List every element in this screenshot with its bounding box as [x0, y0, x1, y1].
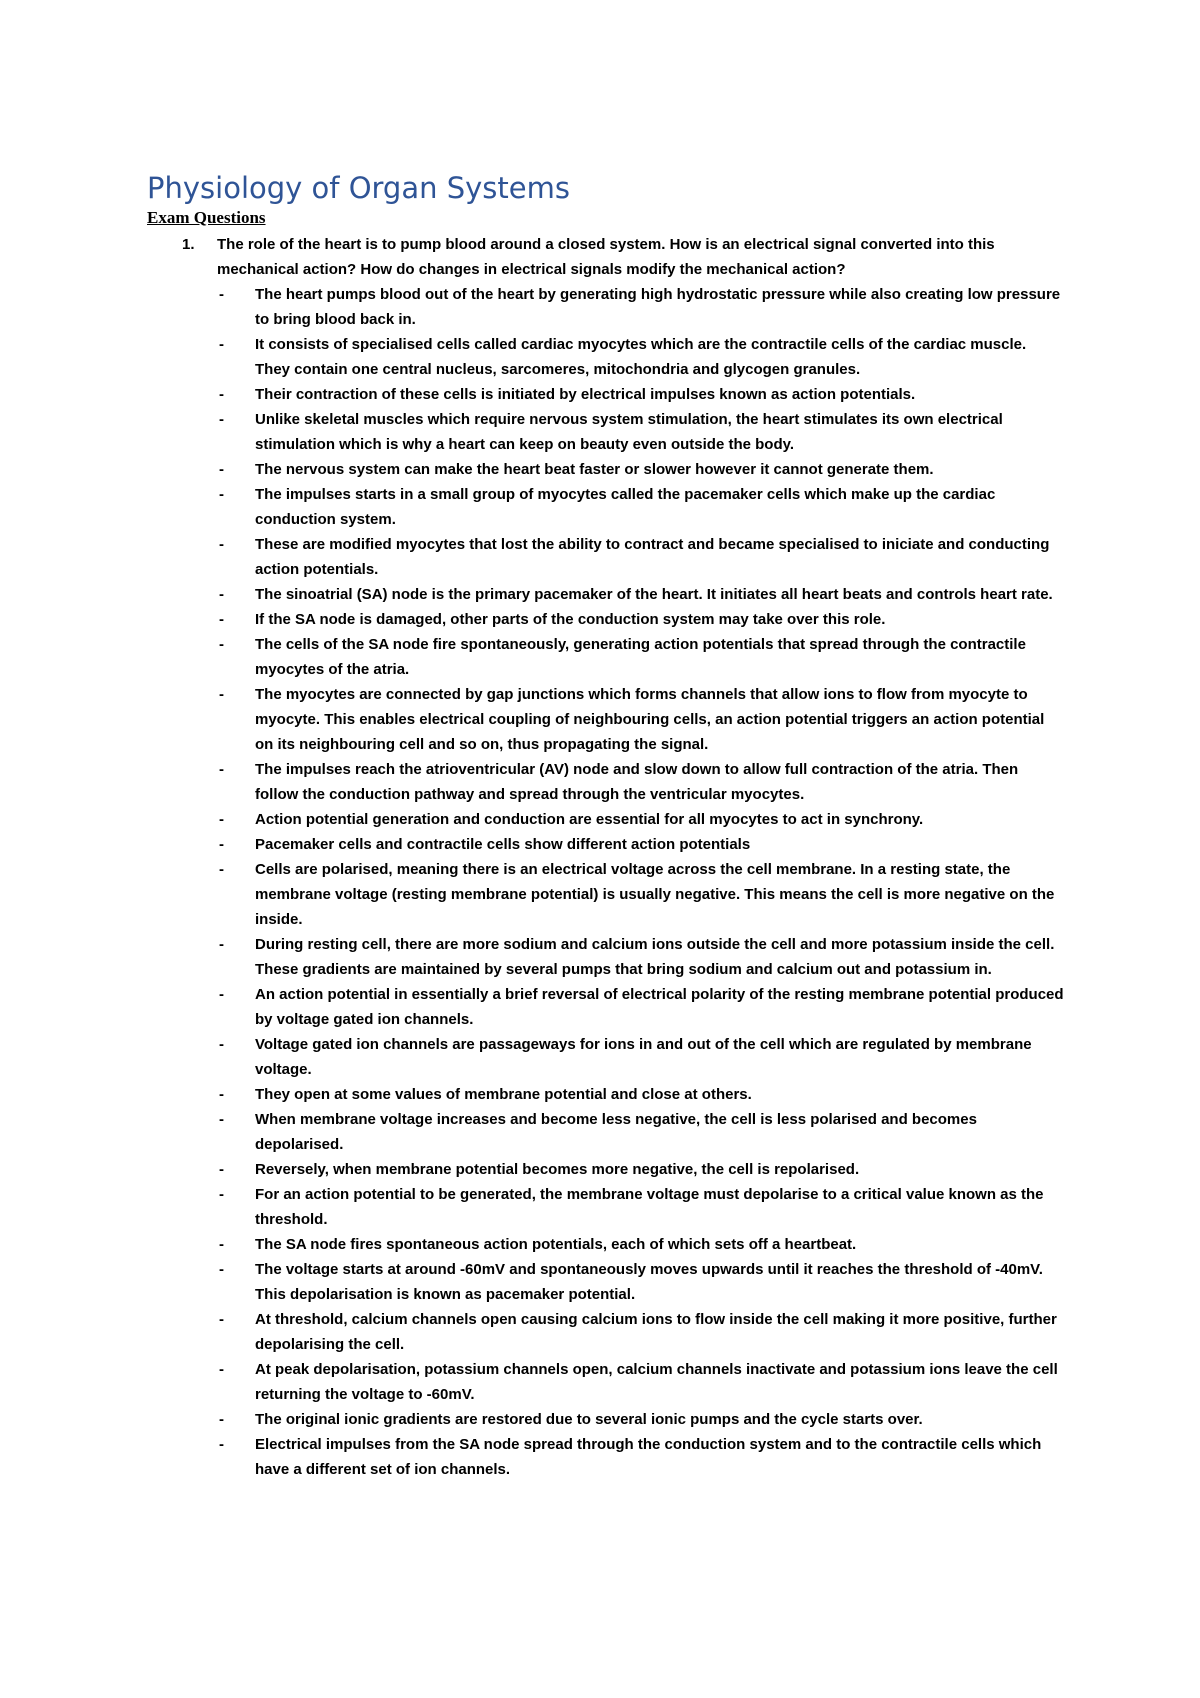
answer-bullet — [147, 482, 1065, 532]
answer-bullet — [147, 982, 1065, 1032]
answer-bullet — [147, 1082, 1065, 1107]
bullet-text: The original ionic gradients are restored due to several ionic pumps and the cycle starts over. — [255, 1411, 923, 1428]
question-text: The role of the heart is to pump blood around a closed system. How is an electrical signal converted into this mechanical action? How do changes in electrical signals modify the mechanical action? — [217, 236, 995, 278]
bullet-dash: - — [219, 761, 224, 778]
bullet-dash: - — [219, 1261, 224, 1278]
bullet-dash: - — [219, 1161, 224, 1178]
answer-bullet — [147, 682, 1065, 757]
bullet-dash: - — [219, 936, 224, 953]
answer-bullet — [147, 757, 1065, 807]
bullet-text: They open at some values of membrane potential and close at others. — [255, 1086, 752, 1103]
answer-bullet — [147, 1157, 1065, 1182]
bullet-text: For an action potential to be generated, the membrane voltage must depolarise to a critical value known as the threshold. — [255, 1186, 1044, 1228]
bullet-text: It consists of specialised cells called cardiac myocytes which are the contractile cells of the cardiac muscle. They contain one central nucleus, sarcomeres, mitochondria and glycogen granules. — [255, 336, 1027, 378]
bullet-text: Unlike skeletal muscles which require nervous system stimulation, the heart stimulates its own electrical stimulation which is why a heart can keep on beauty even outside the body. — [255, 411, 1003, 453]
bullet-dash: - — [219, 1411, 224, 1428]
bullet-dash: - — [219, 1086, 224, 1103]
bullet-text: The cells of the SA node fire spontaneously, generating action potentials that spread through the contractile myocytes of the atria. — [255, 636, 1026, 678]
bullet-text: The SA node fires spontaneous action potentials, each of which sets off a heartbeat. — [255, 1236, 857, 1253]
bullet-dash: - — [219, 686, 224, 703]
bullet-text: At peak depolarisation, potassium channels open, calcium channels inactivate and potassium ions leave the cell returning the voltage to -60mV. — [255, 1361, 1058, 1403]
answer-bullet — [147, 532, 1065, 582]
bullet-dash: - — [219, 1436, 224, 1453]
bullet-text: The nervous system can make the heart beat faster or slower however it cannot generate them. — [255, 461, 934, 478]
bullet-dash: - — [219, 636, 224, 653]
bullet-dash: - — [219, 1186, 224, 1203]
answer-bullet — [147, 832, 1065, 857]
bullet-dash: - — [219, 1036, 224, 1053]
bullet-dash: - — [219, 461, 224, 478]
answer-bullet — [147, 632, 1065, 682]
bullet-dash: - — [219, 336, 224, 353]
answer-bullet — [147, 1407, 1065, 1432]
bullet-dash: - — [219, 811, 224, 828]
answer-bullet-list — [147, 282, 1067, 1482]
answer-bullet — [147, 1032, 1065, 1082]
bullet-text: The voltage starts at around -60mV and spontaneously moves upwards until it reaches the threshold of -40mV. This depolarisation is known as pacemaker potential. — [255, 1261, 1043, 1303]
bullet-dash: - — [219, 611, 224, 628]
bullet-dash: - — [219, 1361, 224, 1378]
document-title: Physiology of Organ Systems — [147, 171, 570, 205]
bullet-text: An action potential in essentially a brief reversal of electrical polarity of the resting membrane potential produced by voltage gated ion channels. — [255, 986, 1064, 1028]
answer-bullet — [147, 407, 1065, 457]
answer-bullet — [147, 332, 1065, 382]
section-heading: Exam Questions — [147, 208, 266, 227]
answer-bullet — [147, 1257, 1065, 1307]
answer-bullet — [147, 582, 1065, 607]
bullet-dash: - — [219, 386, 224, 403]
answer-bullet — [147, 607, 1065, 632]
bullet-dash: - — [219, 986, 224, 1003]
answer-bullet — [147, 457, 1065, 482]
answer-bullet — [147, 807, 1065, 832]
answer-bullet — [147, 382, 1065, 407]
bullet-text: Pacemaker cells and contractile cells show different action potentials — [255, 836, 751, 853]
bullet-text: Reversely, when membrane potential becomes more negative, the cell is repolarised. — [255, 1161, 860, 1178]
bullet-dash: - — [219, 586, 224, 603]
bullet-dash: - — [219, 1111, 224, 1128]
bullet-text: When membrane voltage increases and become less negative, the cell is less polarised and becomes depolarised. — [255, 1111, 977, 1153]
answer-bullet — [147, 1307, 1065, 1357]
answer-bullet — [147, 282, 1065, 332]
bullet-text: The impulses reach the atrioventricular (AV) node and slow down to allow full contraction of the atria. Then follow the conduction pathway and spread through the ventricular myocytes. — [255, 761, 1019, 803]
bullet-text: The myocytes are connected by gap junctions which forms channels that allow ions to flow from myocyte to myocyte. This enables electrical coupling of neighbouring cells, an action potential triggers an action potential on its neighbouring cell and so on, thus propagating the signal. — [255, 686, 1045, 753]
bullet-dash: - — [219, 1311, 224, 1328]
bullet-dash: - — [219, 486, 224, 503]
answer-bullet — [147, 1432, 1065, 1482]
bullet-dash: - — [219, 1236, 224, 1253]
bullet-text: Action potential generation and conduction are essential for all myocytes to act in synchrony. — [255, 811, 924, 828]
bullet-dash: - — [219, 536, 224, 553]
bullet-text: At threshold, calcium channels open causing calcium ions to flow inside the cell making it more positive, further depolarising the cell. — [255, 1311, 1057, 1353]
answer-bullet — [147, 857, 1065, 932]
answer-bullet — [147, 932, 1065, 982]
answer-bullet — [147, 1232, 1065, 1257]
bullet-text: The impulses starts in a small group of myocytes called the pacemaker cells which make up the cardiac conduction system. — [255, 486, 996, 528]
bullet-dash: - — [219, 861, 224, 878]
bullet-text: The heart pumps blood out of the heart by generating high hydrostatic pressure while also creating low pressure to bring blood back in. — [255, 286, 1061, 328]
bullet-text: These are modified myocytes that lost the ability to contract and became specialised to iniciate and conducting action potentials. — [255, 536, 1050, 578]
bullet-text: Electrical impulses from the SA node spread through the conduction system and to the contractile cells which have a different set of ion channels. — [255, 1436, 1042, 1478]
bullet-text: Their contraction of these cells is initiated by electrical impulses known as action potentials. — [255, 386, 916, 403]
answer-bullet — [147, 1182, 1065, 1232]
bullet-text: The sinoatrial (SA) node is the primary pacemaker of the heart. It initiates all heart beats and controls heart rate. — [255, 586, 1053, 603]
question-1 — [147, 232, 1067, 1482]
answer-bullet — [147, 1357, 1065, 1407]
bullet-dash: - — [219, 411, 224, 428]
bullet-dash: - — [219, 286, 224, 303]
question-number: 1. — [182, 236, 195, 253]
bullet-text: During resting cell, there are more sodium and calcium ions outside the cell and more potassium inside the cell. These gradients are maintained by several pumps that bring sodium and calcium out and potassium in. — [255, 936, 1055, 978]
bullet-text: If the SA node is damaged, other parts of the conduction system may take over this role. — [255, 611, 886, 628]
bullet-text: Cells are polarised, meaning there is an electrical voltage across the cell membrane. In a resting state, the membrane voltage (resting membrane potential) is usually negative. This means the cell is more negative on the inside. — [255, 861, 1055, 928]
bullet-dash: - — [219, 836, 224, 853]
bullet-text: Voltage gated ion channels are passageways for ions in and out of the cell which are regulated by membrane voltage. — [255, 1036, 1032, 1078]
answer-bullet — [147, 1107, 1065, 1157]
